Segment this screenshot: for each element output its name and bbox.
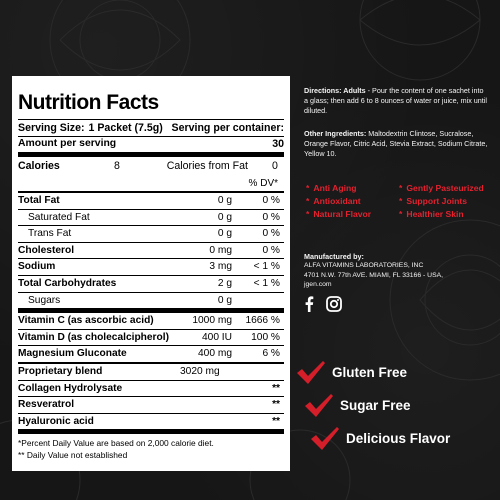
manufacturer-name: ALFA VITAMINS LABORATORIES, INC: [304, 262, 424, 270]
blend-item-row: [18, 414, 284, 430]
claim-item: [310, 422, 450, 455]
vitamin-dv: 1666 %: [245, 315, 280, 327]
servings-value: 30: [272, 138, 284, 150]
vitamin-row: [18, 330, 284, 346]
vitamin-row: [18, 313, 284, 329]
vitamin-dv: 6 %: [262, 348, 280, 360]
vitamin-amount: 1000 mg: [192, 315, 232, 327]
nutrient-dv: 0 %: [262, 228, 280, 240]
claim-item: [304, 389, 450, 422]
checkmark-icon: [296, 360, 326, 386]
blend-item-row: [18, 381, 284, 397]
vitamin-name: Magnesium Gluconate: [18, 348, 127, 360]
dv-header: % DV*: [248, 178, 278, 189]
blend-label: Proprietary blend: [18, 365, 103, 377]
benefits-list: [306, 183, 492, 220]
benefit-item: * Healthier Skin: [399, 209, 492, 220]
nutrient-name: Total Carbohydrates: [18, 277, 117, 289]
directions-label: Directions: Adults: [304, 86, 366, 95]
vitamin-dv: 100 %: [251, 331, 280, 343]
claim-text: Gluten Free: [332, 365, 408, 380]
calories-row: [18, 157, 284, 176]
calories-fat-value: 0: [272, 160, 278, 172]
manufacturer-website: jgen.com: [304, 281, 332, 289]
blend-item-name: Collagen Hydrolysate: [18, 382, 123, 394]
calories-fat-label: Calories from Fat: [166, 160, 248, 172]
directions-body: - Pour the content of one sachet into a glass; then add 6 to 8 ounces of water or juice, mix until diluted.: [304, 86, 487, 115]
benefit-item: * Support Joints: [399, 196, 492, 207]
manufacturer-heading: Manufactured by:: [304, 252, 364, 261]
claim-text: Delicious Flavor: [346, 431, 451, 446]
blend-item-dv: **: [272, 399, 280, 411]
nutrient-name: Saturated Fat: [28, 211, 90, 223]
social-icons: [304, 296, 342, 317]
blend-item-dv: **: [272, 382, 280, 394]
manufacturer-info: [304, 252, 494, 290]
proprietary-blend-row: [18, 364, 284, 380]
claim-text: Sugar Free: [340, 398, 411, 413]
nutrient-row: [18, 276, 284, 292]
nutrient-amount: 0 g: [217, 195, 232, 206]
other-ingredients-body: Maltodextrin Clintose, Sucralose, Orange Flavor, Citric Acid, Stevia Extract, Sodium Citrate, Yellow 10.: [304, 129, 488, 158]
footnotes: [18, 434, 284, 461]
other-ingredients-text: [304, 129, 490, 159]
nutrient-amount: 2 g: [217, 277, 232, 289]
nutrient-amount: 0 g: [217, 294, 232, 306]
blend-item-name: Hyaluronic acid: [18, 415, 94, 427]
nutrient-row: [18, 243, 284, 259]
nutrient-amount: 0 g: [217, 211, 232, 223]
servings-per-container: [171, 120, 284, 150]
claim-item: [296, 356, 450, 389]
benefit-item: * Anti Aging: [306, 183, 399, 194]
vitamin-name: Vitamin D (as cholecalcipherol): [18, 331, 169, 343]
claims-list: [296, 356, 450, 455]
nutrition-facts-panel: [12, 76, 290, 471]
servings-label: Serving per container:: [171, 122, 284, 134]
other-ingredients-label: Other Ingredients:: [304, 129, 367, 138]
nutrient-row: [18, 210, 284, 226]
nutrient-amount: 3 mg: [209, 261, 232, 273]
nutrition-facts-title: Nutrition Facts: [18, 91, 159, 114]
nutrient-row: [18, 193, 284, 209]
nutrient-name: Sugars: [28, 294, 61, 306]
checkmark-icon: [310, 426, 340, 452]
nutrient-row: [18, 259, 284, 275]
nutrient-name: Cholesterol: [18, 244, 75, 256]
serving-size-label: Serving Size:: [18, 122, 85, 134]
nutrient-name: Total Fat: [18, 195, 60, 206]
nutrient-name: Sodium: [18, 261, 56, 273]
nutrient-dv: < 1 %: [253, 277, 280, 289]
checkmark-icon: [304, 393, 334, 419]
footnote-not-established: ** Daily Value not established: [18, 450, 128, 461]
facebook-icon[interactable]: [304, 296, 314, 317]
blend-item-dv: **: [272, 415, 280, 427]
manufacturer-address: 4701 N.W. 77th AVE. MIAMI, FL 33166 - USA,: [304, 271, 444, 279]
vitamin-name: Vitamin C (as ascorbic acid): [18, 315, 154, 327]
nutrient-name: Trans Fat: [28, 228, 72, 240]
calories-value: 8: [114, 160, 120, 172]
benefit-item: * Gently Pasteurized: [399, 183, 492, 194]
nutrient-row: [18, 226, 284, 242]
nutrient-amount: 0 g: [217, 228, 232, 240]
nutrient-dv: 0 %: [262, 211, 280, 223]
nutrient-dv: < 1 %: [253, 261, 280, 273]
serving-size-value: 1 Packet (7.5g): [88, 122, 163, 134]
footnote-dv: *Percent Daily Value are based on 2,000 calorie diet.: [18, 438, 214, 449]
benefit-item: * Natural Flavor: [306, 209, 399, 220]
vitamin-amount: 400 IU: [201, 331, 232, 343]
amount-per-serving: Amount per serving: [18, 138, 117, 149]
blend-item-row: [18, 397, 284, 413]
benefit-item: * Antioxidant: [306, 196, 399, 207]
nutrient-amount: 0 mg: [209, 244, 232, 256]
instagram-icon[interactable]: [326, 296, 342, 317]
nutrient-dv: 0 %: [262, 244, 280, 256]
calories-label: Calories: [18, 160, 60, 172]
directions-text: [304, 86, 488, 116]
blend-amount: 3020 mg: [180, 365, 220, 377]
nutrient-row: [18, 293, 284, 309]
vitamin-row: [18, 346, 284, 362]
blend-item-name: Resveratrol: [18, 399, 75, 411]
nutrient-dv: 0 %: [262, 195, 280, 206]
vitamin-amount: 400 mg: [198, 348, 232, 360]
